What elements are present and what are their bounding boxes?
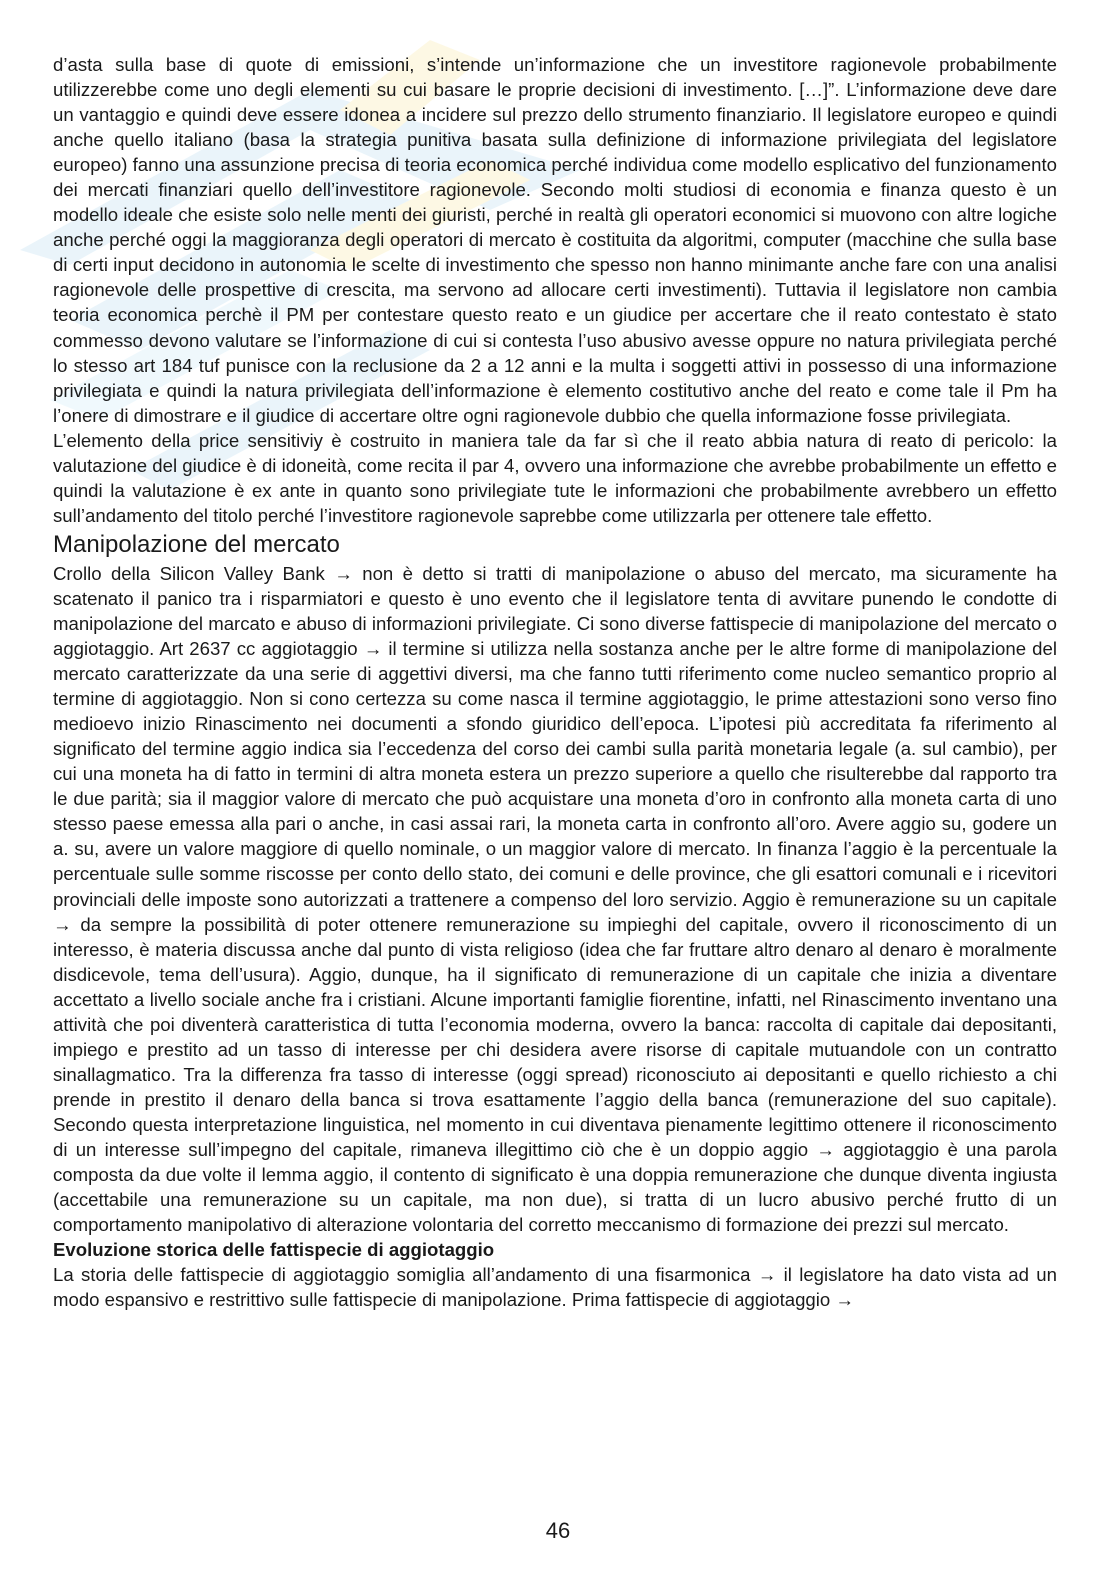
document-page — [53, 52, 1057, 1312]
subsection-heading: Evoluzione storica delle fattispecie di aggiotaggio — [53, 1239, 495, 1261]
body-paragraph: La storia delle fattispecie di aggiotaggio somiglia all’andamento di una fisarmonica → il legislatore ha dato vista ad un modo espansivo e restrittivo sulle fattispecie di manipolazione. Prima fattispecie di aggiotaggio → — [53, 1264, 1057, 1311]
body-paragraph: Crollo della Silicon Valley Bank → non è detto si tratti di manipolazione o abuso del mercato, ma sicuramente ha scatenato il panico tra i risparmiatori e questo è uno evento che il legislatore tenta di avvitare punendo le condotte di manipolazione del marcato e abuso di informazioni privilegiate. Ci sono diverse fattispecie di manipolazione del mercato o aggiotaggio. Art 2637 cc aggiotaggio → il termine si utilizza nella sostanza anche per le altre forme di manipolazione del mercato caratterizzate da una serie di aggettivi diversi, ma che fanno tutti riferimento come nucleo semantico proprio al termine di aggiotaggio. Non si cono certezza su come nasca il termine aggiotaggio, le prime attestazioni sono verso fino medioevo inizio Rinascimento nei documenti a sfondo giuridico dell’epoca. L’ipotesi più accreditata fa riferimento al significato del termine aggio indica sia l’eccedenza del corso dei cambi sulla parità monetaria legale (a. sul cambio), per cui una moneta ha di fatto in termini di altra moneta estera un prezzo superiore a quello che risulterebbe dal rapporto tra le due parità; sia il maggior valore di mercato che può acquistare una moneta d’oro in confronto alla moneta carta di uno stesso paese emessa alla pari o anche, in casi assai rari, la moneta carta in confronto all’oro. Avere aggio su, godere un a. su, avere un valore maggiore di quello nominale, o un maggior valore di mercato. In finanza l’aggio è la percentuale la percentuale sulle somme riscosse per conto dello stato, dei comuni e delle province, che gli esattori comunali e i ricevitori provinciali delle imposte sono autorizzati a trattenere a compenso del loro servizio. Aggio è remunerazione su un capitale → da sempre la possibilità di poter ottenere remunerazione su impieghi del capitale, ovvero il riconoscimento di un interesso, è materia discussa anche dal punto di vista religioso (idea che far fruttare altro denaro al denaro è moralmente disdicevole, tema dell’usura). Aggio, dunque, ha il significato di remunerazione di un capitale che inizia a diventare accettato a livello sociale anche fra i cristiani. Alcune importanti famiglie fiorentine, infatti, nel Rinascimento inventano una attività che poi diventerà caratteristica di tutta l’economia moderna, ovvero la banca: raccolta di capitale dai depositanti, impiego e prestito ad un tasso di interesse per chi desidera avere risorse di capitale mutuandole con un contratto sinallagmatico. Tra la differenza fra tasso di interesse (oggi spread) riconosciuto ai depositanti e quello richiesto a chi prende in prestito il denaro della banca si trova esattamente l’aggio della banca (remunerazione del suo capitale). Secondo questa interpretazione linguistica, nel momento in cui diventava pienamente legittimo ottenere il riconoscimento di un interesse sull’impegno del capitale, rimaneva illegittimo ciò che è un doppio aggio → aggiotaggio è una parola composta da due volte il lemma aggio, il contento di significato è una doppia remunerazione che dunque diventa ingiusta (accettabile una remunerazione su un capitale, ma non due), si tratta di un lucro abusivo perché frutto di un comportamento manipolativo di alterazione volontaria del corretto meccanismo di formazione dei prezzi sul mercato. — [53, 562, 1057, 1236]
page-number: 46 — [545, 1518, 571, 1543]
body-paragraph: L’elemento della price sensitiviy è costruito in maniera tale da far sì che il reato abbia natura di reato di pericolo: la valutazione del giudice è di idoneità, come recita il par 4, ovvero una informazione che avrebbe probabilmente un effetto e quindi la valutazione è ex ante in quanto sono privilegiate tute le informazioni che probabilmente avrebbero un effetto sull’andamento del titolo perché l’investitore ragionevole saprebbe come utilizzarla per ottenere tale effetto. — [53, 429, 1057, 526]
section-heading: Manipolazione del mercato — [53, 530, 340, 558]
body-paragraph: d’asta sulla base di quote di emissioni, s’intende un’informazione che un investitore ragionevole probabilmente utilizzerebbe come uno degli elementi su cui basare le proprie decisioni di investimento. […]”. L’informazione deve dare un vantaggio e quindi deve essere idonea a incidere sul prezzo dello strumento finanziario. Il legislatore europeo e quindi anche quello italiano (basa la strategia punitiva basata sulla definizione di informazione privilegiata del legislatore europeo) fanno una assunzione precisa di teoria economica perché individua come modello esplicativo del funzionamento dei mercati finanziari quello dell’investitore ragionevole. Secondo molti studiosi di economia e finanza questo è un modello ideale che esiste solo nelle menti dei giuristi, perché in realtà gli operatori economici si muovono con altre logiche anche perché oggi la maggioranza degli operatori di mercato è costituita da algoritmi, computer (macchine che sulla base di certi input decidono in autonomia le scelte di investimento che spesso non hanno minimante anche fare con una analisi ragionevole delle prospettive di crescita, ma servono ad allocare certi investimenti). Tuttavia il legislatore non cambia teoria economica perchè il PM per contestare questo reato e un giudice per accertare che il reato contestato è stato commesso devono valutare se l’informazione di cui si contesta l’uso abusivo avesse oppure no natura privilegiata perché lo stesso art 184 tuf punisce con la reclusione da 2 a 12 anni e la multa i soggetti attivi in possesso di una informazione privilegiata e quindi la natura privilegiata dell’informazione è elemento costitutivo anche del reato e come tale il Pm ha l’onere di dimostrare e il giudice di accertare oltre ogni ragionevole dubbio che quella informazione fosse privilegiata. — [53, 54, 1057, 426]
